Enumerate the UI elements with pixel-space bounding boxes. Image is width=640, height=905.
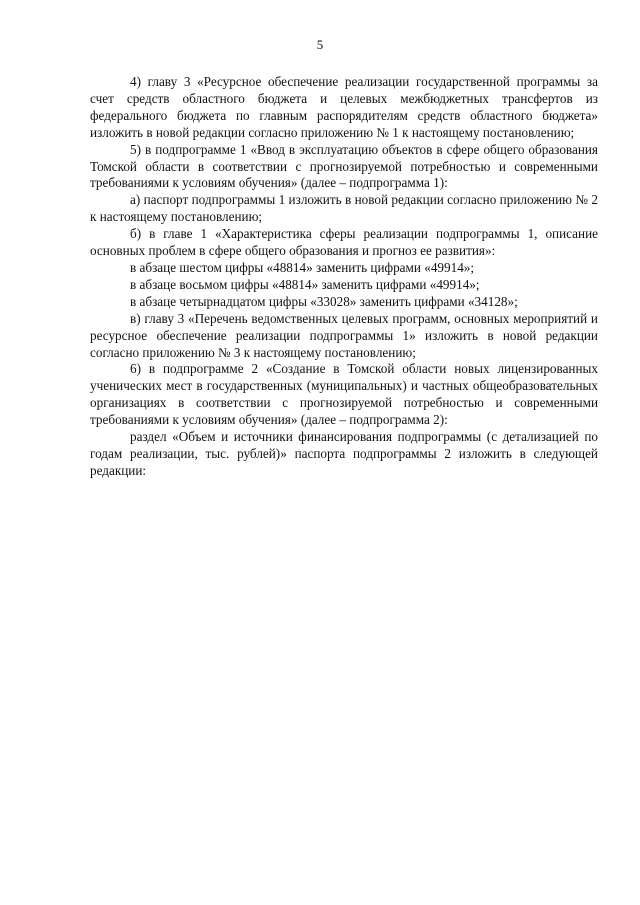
paragraph-section-financing: раздел «Объем и источники финансирования подпрограммы (с детализацией по годам реализации, тыс. рублей)» паспорта подпрограммы 2 изложить в следующей редакции: bbox=[90, 429, 598, 478]
page-number: 5 bbox=[316, 37, 324, 52]
document-body bbox=[90, 74, 598, 480]
paragraph-subitem-v: в) главу 3 «Перечень ведомственных целевых программ, основных мероприятий и ресурсное обеспечение реализации подпрограммы 1» изложить в новой редакции согласно приложению № 3 к настоящему постановлению; bbox=[90, 310, 598, 360]
paragraph-item-4: 4) главу 3 «Ресурсное обеспечение реализации государственной программы за счет средств областного бюджета и целевых межбюджетных трансфертов из федерального бюджета по главным распорядителям средств областного бюджета» изложить в новой редакции согласно приложению № 1 к настоящему постановлению; bbox=[90, 74, 598, 140]
paragraph-item-5: 5) в подпрограмме 1 «Ввод в эксплуатацию объектов в сфере общего образования Томской области в соответствии с прогнозируемой потребностью и современными требованиями к условиям обучения» (далее – подпрограмма 1): bbox=[90, 141, 598, 191]
paragraph-item-6: 6) в подпрограмме 2 «Создание в Томской области новых лицензированных ученических мест в государственных (муниципальных) и частных общеобразовательных организациях в соответствии с прогнозируемой потребностью и современными требованиями к условиям обучения» (далее – подпрограмма 2): bbox=[90, 361, 598, 428]
paragraph-subitem-b: б) в главе 1 «Характеристика сферы реализации подпрограммы 1, описание основных проблем в сфере общего образования и прогноз ее развития»: bbox=[90, 226, 598, 259]
paragraph-line-fourteenth: в абзаце четырнадцатом цифры «33028» заменить цифрами «34128»; bbox=[130, 293, 518, 309]
paragraph-line-eighth: в абзаце восьмом цифры «48814» заменить цифрами «49914»; bbox=[130, 276, 480, 292]
paragraph-subitem-a: а) паспорт подпрограммы 1 изложить в новой редакции согласно приложению № 2 к настоящему постановлению; bbox=[90, 192, 598, 225]
paragraph-line-sixth: в абзаце шестом цифры «48814» заменить цифрами «49914»; bbox=[130, 259, 475, 275]
